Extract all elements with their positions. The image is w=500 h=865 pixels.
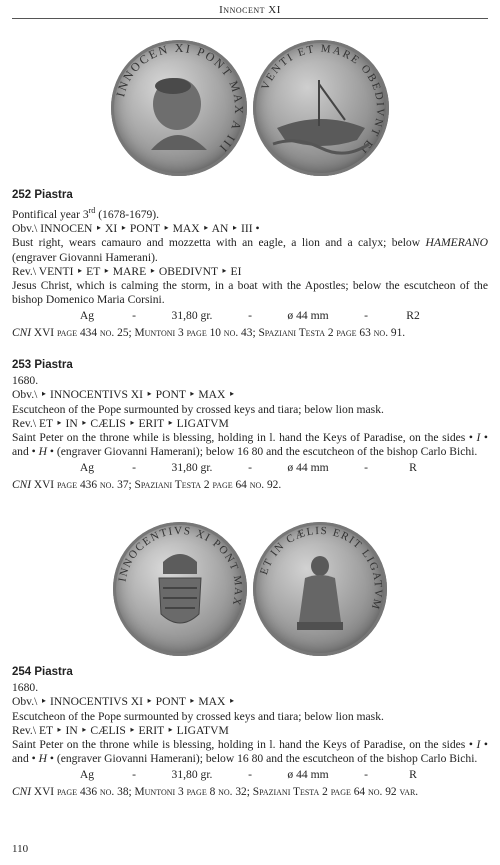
entry-date: 1680. [12,374,39,388]
weight: 31,80 gr. [171,461,213,475]
coin-reverse-image-252 [253,40,389,176]
coin-obverse-image-252 [111,40,247,176]
diameter: ø 44 mm [287,768,329,782]
coin-photo-pair-1 [0,40,500,176]
coin-legend: INNOCENTIVS XI PONT MAX [116,524,245,608]
reverse-legend: Rev.\ ET ‣ IN ‣ CÆLIS ‣ ERIT ‣ LIGATVM [12,723,229,737]
coin-data-row: Ag - 31,80 gr. - ø 44 mm - R [12,768,488,782]
coin-data-row: Ag - 31,80 gr. - ø 44 mm - R2 [12,309,488,323]
diameter: ø 44 mm [287,309,329,323]
header-rule [12,18,488,19]
references: CNI XVI page 436 no. 37; Spaziani Testa 2 page 64 no. 92. [12,478,282,491]
reverse-description: Saint Peter on the throne while is blessing, holding in l. hand the Keys of Paradise, on the sides • I • and • H • (engraver Giovanni Hamerani); below 16 80 and the escutcheon of the bishop Carlo Bichi. [12,431,488,459]
obverse-legend: Obv.\ ‣ INNOCENTIVS XI ‣ PONT ‣ MAX ‣ [12,695,236,709]
metal: Ag [79,309,95,323]
entry-date: Pontifical year 3rd (1678-1679). [12,206,160,222]
entry-title: 252 Piastra [12,189,73,201]
rarity: R [409,461,417,475]
obverse-description: Bust right, wears camauro and mozzetta with an eagle, a lion and a calyx; below HAMERANO (engraver Giovanni Hamerani). [12,236,488,264]
catalog-entry-254 [12,665,488,799]
catalog-entry-252 [12,188,488,340]
reverse-description: Saint Peter on the throne while is blessing, holding in l. hand the Keys of Paradise, on the sides • I • and • H • (engraver Giovanni Hamerani); below 16 80 and the escutcheon of the bishop Carlo Bichi. [12,738,488,766]
entry-title: 253 Piastra [12,359,73,371]
obverse-description: Escutcheon of the Pope surmounted by crossed keys and tiara; below lion mask. [12,402,384,416]
reverse-description: Jesus Christ, which is calming the storm, in a boat with the Apostles; below the escutcheon of the bishop Domenico Maria Corsini. [12,279,488,307]
coin-legend: INNOCEN XI PONT MAX A III [113,40,247,157]
catalog-entry-253 [12,358,488,492]
diameter: ø 44 mm [287,461,329,475]
entry-date: 1680. [12,681,39,695]
references: CNI XVI page 436 no. 38; Muntoni 3 page 8 no. 32; Spaziani Testa 2 page 64 no. 92 var. [12,785,419,798]
reverse-legend: Rev.\ ET ‣ IN ‣ CÆLIS ‣ ERIT ‣ LIGATVM [12,416,229,430]
rarity: R2 [406,309,420,323]
weight: 31,80 gr. [171,309,213,323]
metal: Ag [79,768,95,782]
running-header: Innocent XI [219,4,281,16]
rarity: R [409,768,417,782]
coin-legend: ET IN CÆLIS ERIT LIGATVM [258,524,385,612]
obverse-legend: Obv.\ ‣ INNOCENTIVS XI ‣ PONT ‣ MAX ‣ [12,388,236,402]
entry-title: 254 Piastra [12,666,73,678]
coin-legend: VENTI ET MARE OBEDIVNT EI [259,42,387,157]
coin-reverse-image-253-254 [253,522,387,656]
page-number: 110 [12,843,29,855]
weight: 31,80 gr. [171,768,213,782]
coin-photo-pair-2 [0,522,500,656]
references: CNI XVI page 434 no. 25; Muntoni 3 page 10 no. 43; Spaziani Testa 2 page 63 no. 91. [12,326,406,339]
reverse-legend: Rev.\ VENTI ‣ ET ‣ MARE ‣ OBEDIVNT ‣ EI [12,264,242,278]
metal: Ag [79,461,95,475]
coin-data-row: Ag - 31,80 gr. - ø 44 mm - R [12,461,488,475]
coin-obverse-image-253-254 [113,522,247,656]
obverse-description: Escutcheon of the Pope surmounted by crossed keys and tiara; below lion mask. [12,709,384,723]
obverse-legend: Obv.\ INNOCEN ‣ XI ‣ PONT ‣ MAX ‣ AN ‣ III • [12,222,260,236]
